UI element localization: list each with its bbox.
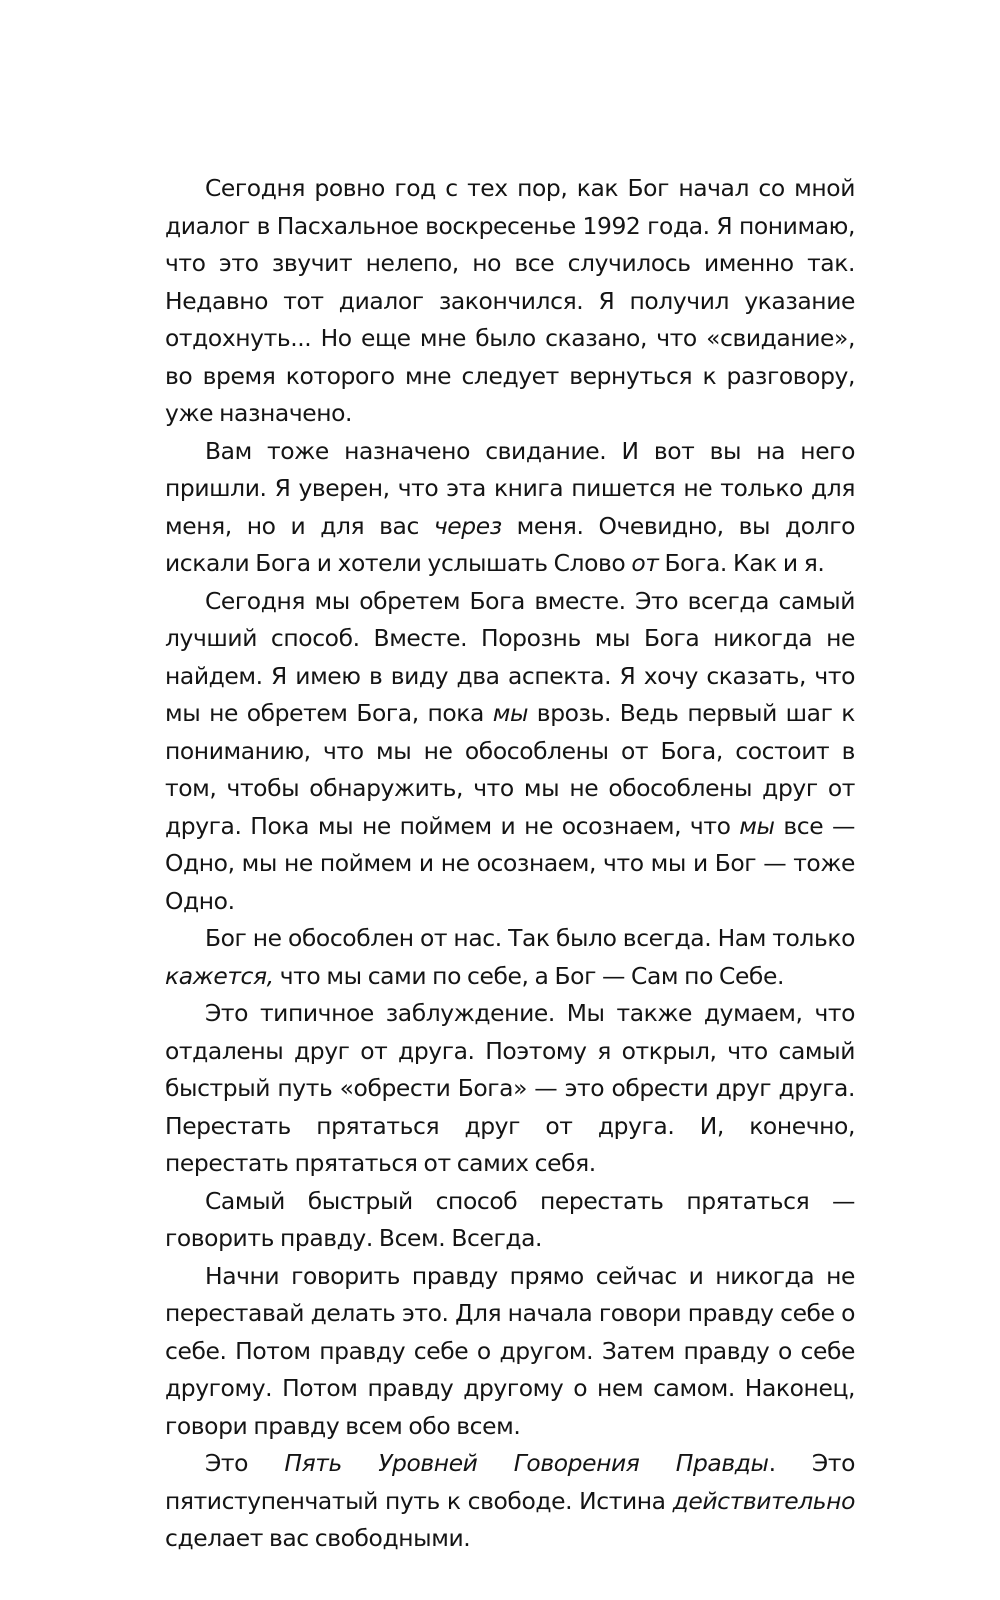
text-run: меня. Очевидно, вы долго искали Бога и хотели услышать Слово (165, 511, 856, 577)
paragraph (165, 920, 855, 995)
paragraph (165, 1258, 855, 1446)
text-run: врозь. Ведь первый шаг к пониманию, что мы не обособлены от Бога, состоит в том, чтобы обнаружить, что мы не обособлены друг от друга. Пока мы не поймем и не осознаем, что (165, 699, 855, 840)
text-run: Самый быстрый способ перестать прятаться — говорить правду. Всем. Всегда. (165, 1186, 855, 1252)
italic-text: через (433, 511, 502, 540)
italic-text: мы (739, 811, 775, 840)
paragraph (165, 995, 855, 1183)
text-run: все — Одно, мы не поймем и не осознаем, что мы и Бог — тоже Одно. (165, 811, 856, 915)
paragraph (165, 583, 855, 921)
text-run: Сегодня ровно год с тех пор, как Бог начал со мной диалог в Пасхальное воскресенье 1992 года. Я понимаю, что это звучит нелепо, но все случилось именно так. Недавно тот диалог закончился. Я получил указание отдохнуть... Но еще мне было сказано, что «свидание», во время которого мне следует вернуться к разговору, уже назначено. (165, 174, 855, 427)
text-run: Это (205, 1449, 285, 1477)
text-run: Начни говорить правду прямо сейчас и никогда не переставай делать это. Для начала говори правду себе о себе. Потом правду себе о другом. Затем правду о себе другому. Потом правду другому о нем самом. Наконец, говори правду всем обо всем. (165, 1261, 855, 1440)
text-run: Бог не обособлен от нас. Так было всегда. Нам только (205, 924, 855, 952)
paragraph (165, 1445, 855, 1558)
italic-text: мы (492, 699, 529, 727)
italic-text: Пять Уровней Говорения Правды (284, 1449, 769, 1477)
paragraph (165, 433, 855, 583)
text-run: Сегодня мы обретем Бога вместе. Это всегда самый лучший способ. Вместе. Порознь мы Бога никогда не найдем. Я имею в виду два аспекта. Я хочу сказать, что мы не обретем Бога, пока (165, 586, 855, 727)
paragraph (165, 170, 855, 433)
text-run: . Это пятиступенчатый путь к свободе. Истина (165, 1449, 856, 1515)
text-run: сделает вас свободными. (165, 1524, 471, 1552)
text-run: Бога. Как и я. (658, 549, 825, 577)
italic-text: действительно (672, 1486, 855, 1515)
italic-text: кажется, (165, 961, 274, 990)
text-run: Вам тоже назначено свидание. И вот вы на него пришли. Я уверен, что эта книга пишется не только для меня, но и для вас (165, 436, 855, 540)
text-run: что мы сами по себе, а Бог — Сам по Себе. (273, 961, 784, 990)
text-run: Это типичное заблуждение. Мы также думаем, что отдалены друг от друга. Поэтому я открыл, что самый быстрый путь «обрести Бога» — это обрести друг друга. Перестать прятаться друг от друга. И, конечно, перестать прятаться от самих себя. (165, 999, 855, 1177)
paragraph (165, 1183, 855, 1258)
body-text (165, 170, 855, 1558)
italic-text: от (631, 549, 659, 577)
